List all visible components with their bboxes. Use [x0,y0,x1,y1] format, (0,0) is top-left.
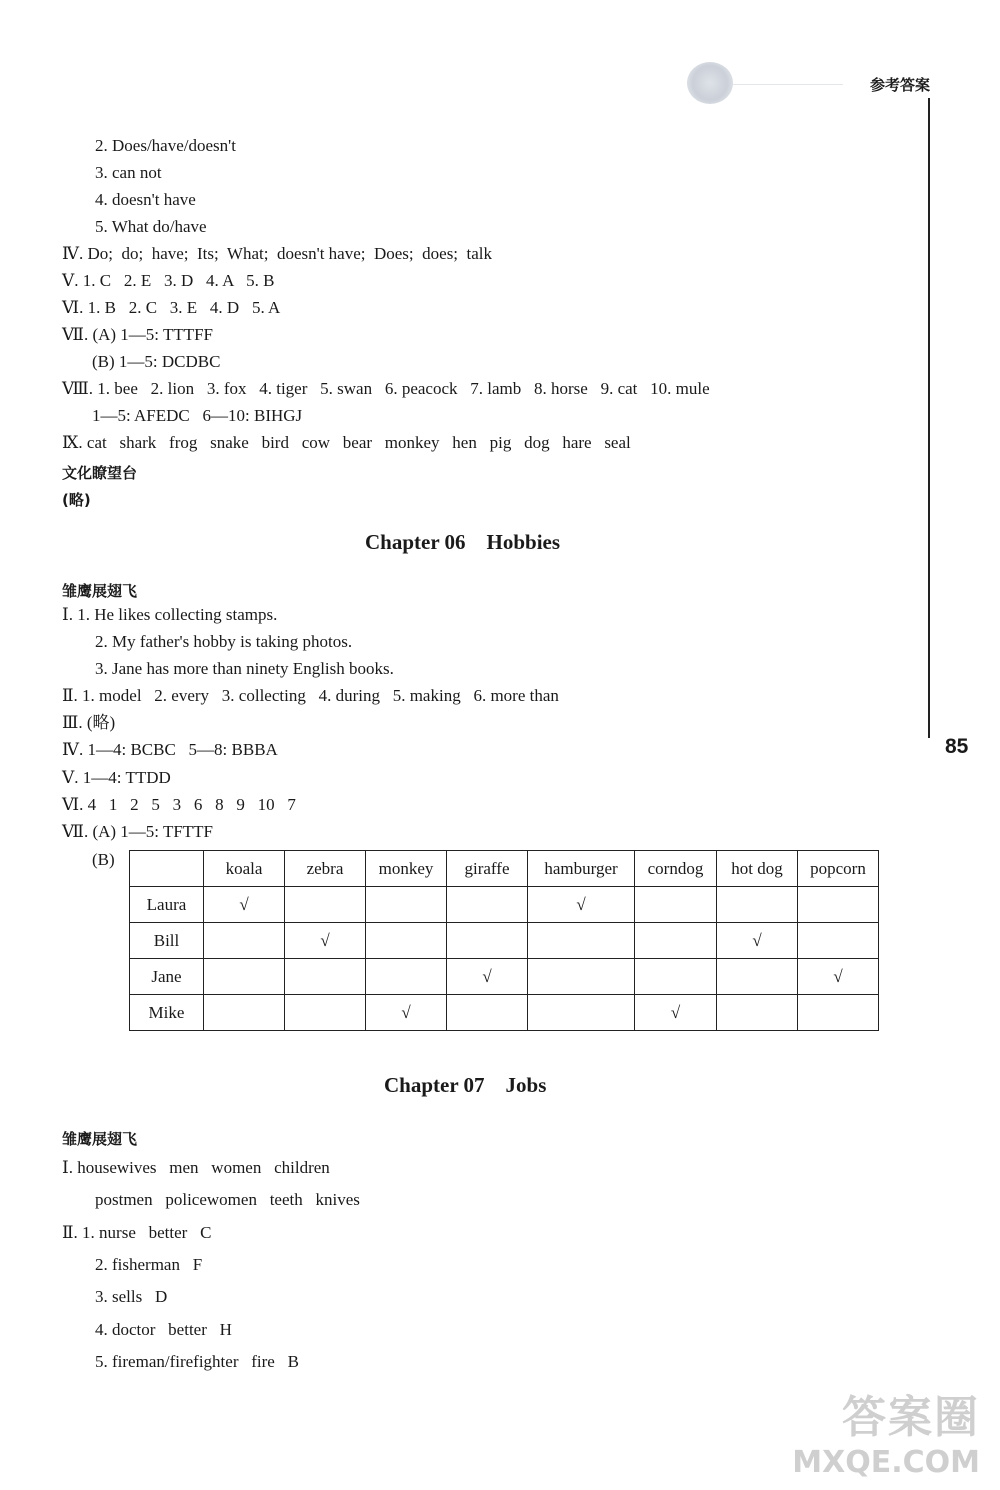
check-cell: √ [366,995,447,1031]
watermark-text: 答案圈 [842,1392,980,1443]
row-name-cell: Jane [130,959,204,995]
check-cell: √ [285,923,366,959]
check-cell [366,959,447,995]
answer-line: Ⅱ. 1. model 2. every 3. collecting 4. during 5. making 6. more than [62,686,559,705]
row-name-cell: Laura [130,887,204,923]
answer-q4: Ⅳ. Do; do; have; Its; What; doesn't have; Does; does; talk [62,244,493,263]
answer-line: 2. Does/have/doesn't [95,136,236,155]
answer-line: 3. Jane has more than ninety English books. [95,659,394,678]
answer-q5: Ⅴ. 1. C 2. E 3. D 4. A 5. B [62,271,275,290]
check-cell [717,995,798,1031]
check-cell [204,923,285,959]
table-row [130,995,879,1031]
culture-heading: 文化瞭望台 [62,464,138,482]
check-cell [285,887,366,923]
answer-line: 5. What do/have [95,217,207,236]
answer-q8a: Ⅷ. 1. bee 2. lion 3. fox 4. tiger 5. swan 6. peacock 7. lamb 8. horse 9. cat 10. mule [62,379,710,398]
check-cell [204,959,285,995]
check-cell: √ [528,887,635,923]
table-header-cell: koala [204,851,285,887]
check-cell [366,923,447,959]
answer-line: 2. My father's hobby is taking photos. [95,632,353,651]
answer-line: Ⅴ. 1—4: TTDD [62,768,171,787]
check-cell [717,959,798,995]
header-title: 参考答案 [870,76,931,94]
check-cell: √ [717,923,798,959]
check-cell [528,995,635,1031]
answer-line: Ⅳ. 1—4: BCBC 5—8: BBBA [62,740,278,759]
page-number: 85 [945,735,969,758]
answer-line: Ⅵ. 4 1 2 5 3 6 8 9 10 7 [62,795,296,814]
answer-line: Ⅰ. housewives men women children [62,1158,330,1177]
check-cell [798,923,879,959]
check-cell [447,995,528,1031]
check-cell [528,959,635,995]
check-cell [285,995,366,1031]
check-cell [528,923,635,959]
watermark [792,1381,980,1480]
answer-q7b: (B) 1—5: DCDBC [92,352,221,371]
header-rule [733,84,843,85]
chapter-07-subheading: 雏鹰展翅飞 [62,1130,138,1148]
check-cell [635,959,717,995]
seal-logo [687,62,733,104]
answer-line: Ⅲ. (略) [62,713,116,732]
answer-line: Ⅶ. (A) 1—5: TFTTF [62,822,214,841]
check-cell [635,923,717,959]
check-cell [447,923,528,959]
answer-line: 3. can not [95,163,162,182]
check-cell: √ [635,995,717,1031]
table-row [130,887,879,923]
watermark-url: MXQE.COM [792,1445,980,1480]
answer-line: 4. doesn't have [95,190,196,209]
culture-note: (略) [62,491,91,509]
check-cell [366,887,447,923]
answer-line: 5. fireman/firefighter fire B [95,1352,299,1371]
answer-q9: Ⅸ. cat shark frog snake bird cow bear monkey hen pig dog hare seal [62,433,631,452]
answer-q7a: Ⅶ. (A) 1—5: TTTFF [62,325,214,344]
row-name-cell: Bill [130,923,204,959]
check-cell: √ [447,959,528,995]
answer-line: postmen policewomen teeth knives [95,1190,360,1209]
chapter-06-subheading: 雏鹰展翅飞 [62,582,138,600]
check-cell [798,887,879,923]
check-cell [635,887,717,923]
table-corner-cell [130,851,204,887]
answer-line: 3. sells D [95,1287,168,1306]
answer-q8b: 1—5: AFEDC 6—10: BIHGJ [92,406,303,425]
table-header-cell: zebra [285,851,366,887]
answer-line: 2. fisherman F [95,1255,203,1274]
check-cell [798,995,879,1031]
table-header-cell: monkey [366,851,447,887]
table-header-cell: hamburger [528,851,635,887]
row-name-cell: Mike [130,995,204,1031]
answer-q7b-label: (B) [92,850,115,869]
table-header-row [130,851,879,887]
table-header-cell: giraffe [447,851,528,887]
chapter-06-title: Chapter 06 Hobbies [365,530,561,554]
check-cell [447,887,528,923]
answer-line: Ⅰ. 1. He likes collecting stamps. [62,605,278,624]
table-header-cell: hot dog [717,851,798,887]
hobbies-table [129,850,879,1031]
check-cell [717,887,798,923]
answer-q6: Ⅵ. 1. B 2. C 3. E 4. D 5. A [62,298,281,317]
check-cell: √ [204,887,285,923]
table-header-cell: corndog [635,851,717,887]
table-header-cell: popcorn [798,851,879,887]
table-row [130,923,879,959]
check-cell [285,959,366,995]
answer-line: 4. doctor better H [95,1320,232,1339]
chapter-07-title: Chapter 07 Jobs [384,1073,547,1097]
answer-line: Ⅱ. 1. nurse better C [62,1223,212,1242]
check-cell: √ [798,959,879,995]
table-row [130,959,879,995]
check-cell [204,995,285,1031]
margin-rule [928,98,930,738]
